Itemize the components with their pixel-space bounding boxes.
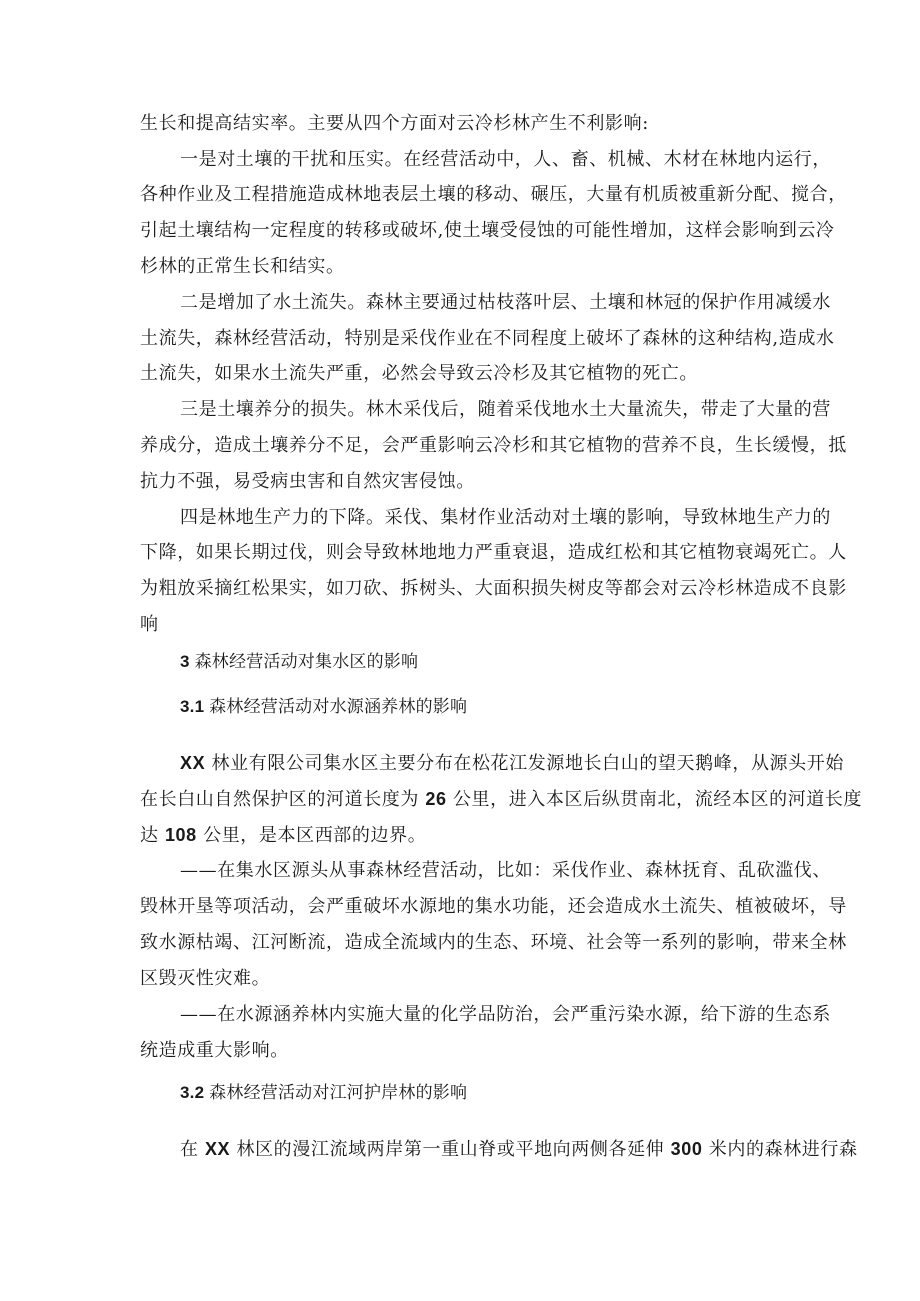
text-segment: 达 bbox=[140, 825, 159, 846]
paragraph-headwater-line: 区毁灭性灾难。 bbox=[140, 968, 271, 989]
paragraph-watershed-line bbox=[140, 823, 426, 848]
paragraph-soil-compaction-line: 引起土壤结构一定程度的转移或破坏,使土壤受侵蚀的可能性增加，这样会影响到云冷 bbox=[140, 220, 835, 241]
section-title: 森林经营活动对江河护岸林的影响 bbox=[209, 1083, 468, 1102]
forest-area-code: XX bbox=[204, 1139, 231, 1159]
paragraph-erosion-line: 土流失，如果水土流失严重，必然会导致云冷杉及其它植物的死亡。 bbox=[140, 363, 698, 384]
paragraph-headwater-line: 毁林开垦等项活动，会严重破坏水源地的集水功能，还会造成水土流失、植被破坏，导 bbox=[140, 896, 847, 917]
paragraph-riparian-line bbox=[180, 1137, 858, 1162]
paragraph-productivity-line: 四是林地生产力的下降。采伐、集材作业活动对土壤的影响，导致林地生产力的 bbox=[180, 507, 831, 528]
section-title: 森林经营活动对水源涵养林的影响 bbox=[209, 697, 468, 716]
section-title: 森林经营活动对集水区的影响 bbox=[194, 652, 419, 671]
paragraph-chemical-line: 统造成重大影响。 bbox=[140, 1040, 289, 1061]
section-number: 3.1 bbox=[180, 697, 205, 716]
text-segment: 公里，是本区西部的边界。 bbox=[203, 825, 427, 846]
paragraph-soil-compaction-line: 杉林的正常生长和结实。 bbox=[140, 256, 345, 277]
paragraph-headwater-line: 致水源枯竭、江河断流，造成全流域内的生态、环境、社会等一系列的影响，带来全林 bbox=[140, 932, 847, 953]
text-segment: 公里，进入本区后纵贯南北，流经本区的河道长度 bbox=[452, 789, 863, 810]
buffer-distance: 300 bbox=[670, 1139, 703, 1159]
section-3-heading bbox=[180, 650, 418, 674]
paragraph-nutrient-loss-line: 养成分，造成土壤养分不足，会严重影响云冷杉和其它植物的营养不良，生长缓慢，抵 bbox=[140, 435, 847, 456]
company-code: XX bbox=[180, 753, 206, 773]
paragraph-erosion-line: 二是增加了水土流失。森林主要通过枯枝落叶层、土壤和林冠的保护作用减缓水 bbox=[180, 292, 831, 313]
paragraph-soil-compaction-line: 一是对土壤的干扰和压实。在经营活动中，人、畜、机械、木材在林地内运行， bbox=[180, 149, 831, 170]
paragraph-soil-compaction-line: 各种作业及工程措施造成林地表层土壤的移动、碾压，大量有机质被重新分配、搅合， bbox=[140, 184, 847, 205]
paragraph-productivity-line: 响 bbox=[140, 614, 159, 635]
text-segment: 米内的森林进行森 bbox=[708, 1139, 858, 1160]
paragraph-nutrient-loss-line: 抗力不强，易受病虫害和自然灾害侵蚀。 bbox=[140, 471, 475, 492]
text-segment: 林业有限公司集水区主要分布在松花江发源地长白山的望天鹅峰，从源头开始 bbox=[211, 753, 844, 774]
paragraph-erosion-line: 土流失，森林经营活动，特别是采伐作业在不同程度上破坏了森林的这种结构,造成水 bbox=[140, 328, 835, 349]
section-3-1-heading bbox=[180, 695, 467, 719]
paragraph-nutrient-loss-line: 三是土壤养分的损失。林木采伐后，随着采伐地水土大量流失，带走了大量的营 bbox=[180, 399, 831, 420]
river-length-in-district: 108 bbox=[164, 825, 197, 845]
section-3-2-heading bbox=[180, 1081, 467, 1105]
paragraph-chemical-line: ——在水源涵养林内实施大量的化学品防治，会严重污染水源，给下游的生态系 bbox=[180, 1004, 831, 1025]
paragraph-productivity-line: 下降，如果长期过伐，则会导致林地地力严重衰退，造成红松和其它植物衰竭死亡。人 bbox=[140, 542, 847, 563]
section-number: 3.2 bbox=[180, 1083, 205, 1102]
paragraph-watershed-line bbox=[180, 751, 844, 776]
river-length-in-reserve: 26 bbox=[425, 789, 447, 809]
text-segment: 在长白山自然保护区的河道长度为 bbox=[140, 789, 419, 810]
paragraph-watershed-line bbox=[140, 787, 862, 812]
paragraph-productivity-line: 为粗放采摘红松果实，如刀砍、拆树头、大面积损失树皮等都会对云冷杉林造成不良影 bbox=[140, 578, 847, 599]
paragraph-headwater-line: ——在集水区源头从事森林经营活动，比如：采伐作业、森林抚育、乱砍滥伐、 bbox=[180, 860, 831, 881]
section-number: 3 bbox=[180, 652, 190, 671]
text-segment: 林区的漫江流域两岸第一重山脊或平地向两侧各延伸 bbox=[236, 1139, 665, 1160]
paragraph-intro: 生长和提高结实率。主要从四个方面对云冷杉林产生不利影响: bbox=[140, 113, 649, 134]
text-segment: 在 bbox=[180, 1139, 199, 1160]
